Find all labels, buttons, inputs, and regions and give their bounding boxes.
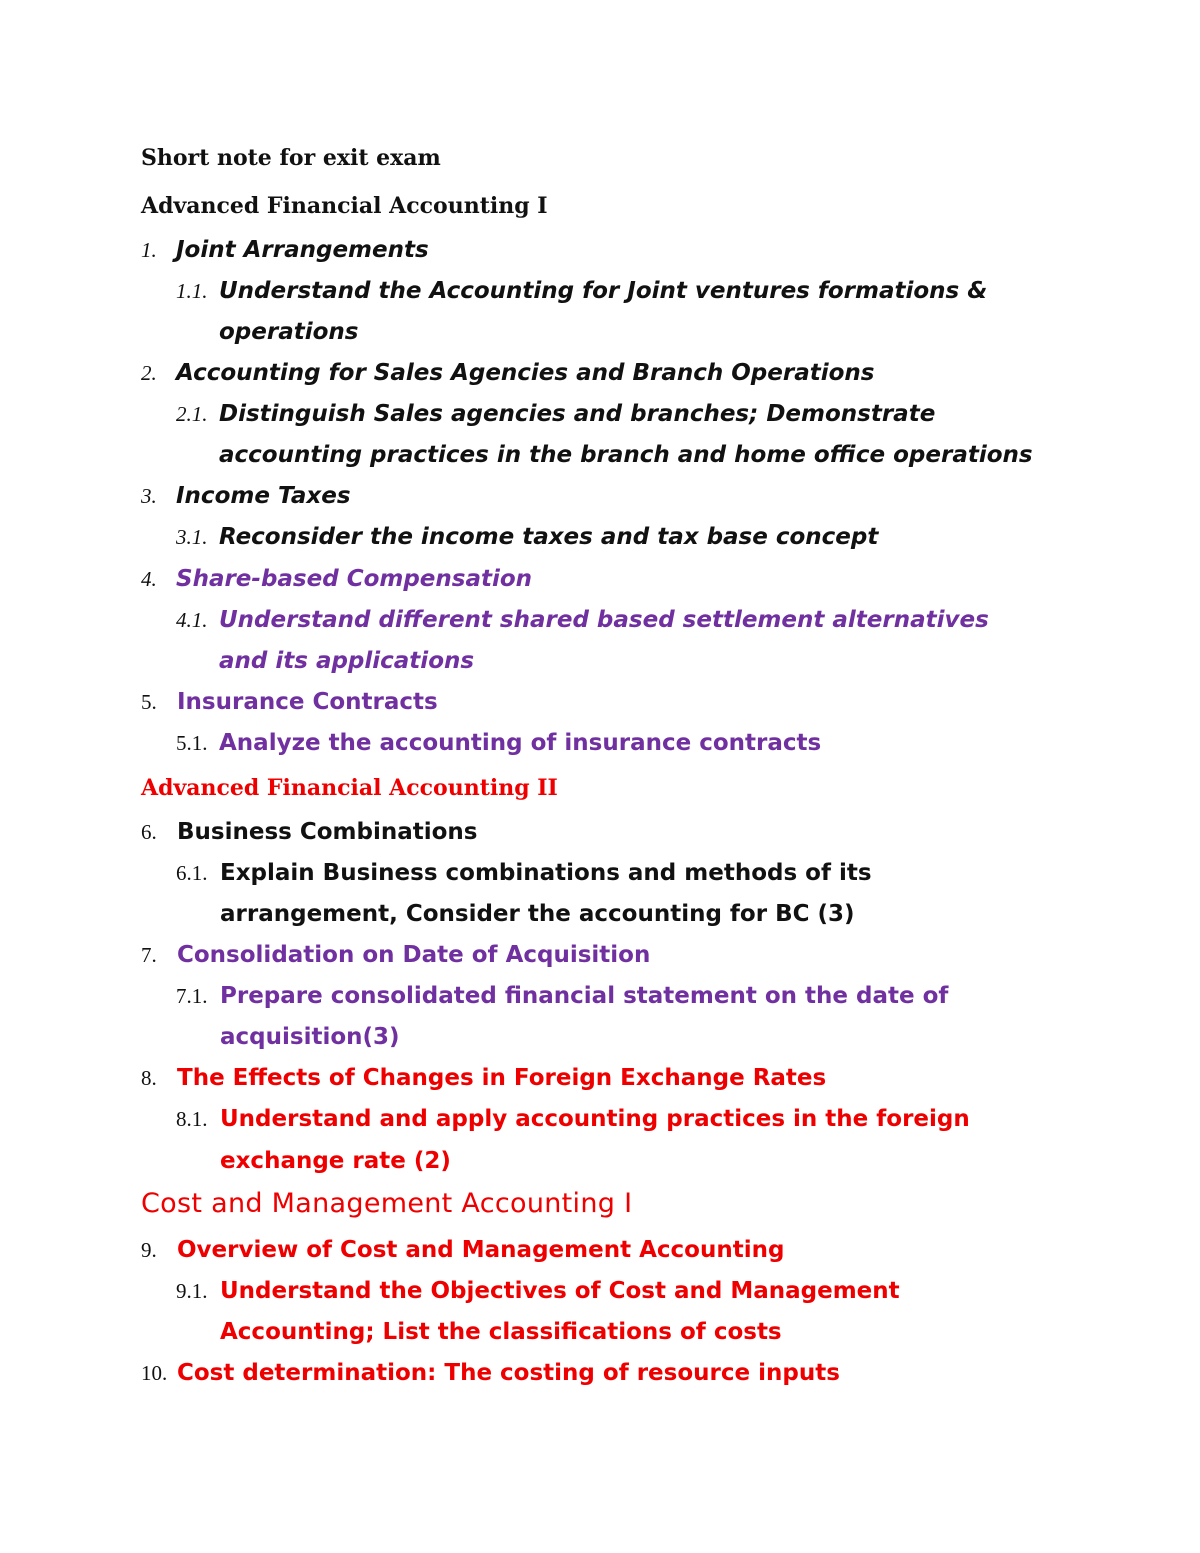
sub-item-text: Understand different shared based settlement alternatives [219, 607, 989, 633]
item-text: Cost determination: The costing of resource inputs [177, 1360, 840, 1386]
document-title: Short note for exit exam [141, 145, 441, 171]
sub-item-number: 8.1. [176, 1107, 208, 1131]
item-text: Share-based Compensation [176, 566, 533, 592]
sub-item-number: 1.1. [176, 279, 208, 303]
item-text: Insurance Contracts [177, 689, 438, 715]
item-number: 4. [141, 567, 157, 591]
section-heading: Cost and Management Accounting I [141, 1188, 633, 1219]
sub-item-text: Distinguish Sales agencies and branches; Demonstrate [219, 401, 936, 427]
item-number: 7. [141, 943, 157, 967]
sub-item-text: accounting practices in the branch and home office operations [219, 442, 1033, 468]
sub-item-text: Understand the Accounting for Joint ventures formations & [219, 278, 988, 304]
sub-item-text: Reconsider the income taxes and tax base concept [219, 524, 879, 550]
sub-item-text: Understand the Objectives of Cost and Management [220, 1278, 900, 1304]
sub-item-text: Explain Business combinations and methods of its [220, 860, 872, 886]
sub-item-number: 2.1. [176, 402, 208, 426]
item-text: Overview of Cost and Management Accounting [177, 1237, 785, 1263]
item-text: Income Taxes [176, 483, 351, 509]
sub-item-number: 4.1. [176, 608, 208, 632]
section-heading: Advanced Financial Accounting II [141, 775, 558, 801]
item-number: 8. [141, 1066, 157, 1090]
sub-item-text: exchange rate (2) [220, 1148, 451, 1174]
item-number: 3. [141, 484, 157, 508]
item-text: Consolidation on Date of Acquisition [177, 942, 651, 968]
item-text: Business Combinations [177, 819, 478, 845]
sub-item-text: operations [219, 319, 359, 345]
sub-item-text: Accounting; List the classifications of costs [220, 1319, 782, 1345]
sub-item-number: 3.1. [176, 525, 208, 549]
sub-item-text: and its applications [219, 648, 475, 674]
sub-item-text: arrangement, Consider the accounting for BC (3) [220, 901, 855, 927]
sub-item-text: acquisition(3) [220, 1024, 400, 1050]
sub-item-number: 5.1. [176, 731, 208, 755]
item-number: 1. [141, 238, 157, 262]
sub-item-text: Prepare consolidated financial statement on the date of [220, 983, 949, 1009]
sub-item-number: 7.1. [176, 984, 208, 1008]
section-heading: Advanced Financial Accounting I [141, 193, 548, 219]
sub-item-text: Analyze the accounting of insurance contracts [219, 730, 822, 756]
sub-item-text: Understand and apply accounting practices in the foreign [220, 1106, 970, 1132]
item-number: 9. [141, 1238, 157, 1262]
item-number: 2. [141, 361, 157, 385]
sub-item-number: 9.1. [176, 1279, 208, 1303]
item-number: 6. [141, 820, 157, 844]
item-number: 5. [141, 690, 157, 714]
item-text: Accounting for Sales Agencies and Branch Operations [176, 360, 875, 386]
item-text: Joint Arrangements [176, 237, 429, 263]
sub-item-number: 6.1. [176, 861, 208, 885]
item-number: 10. [141, 1361, 168, 1385]
item-text: The Effects of Changes in Foreign Exchange Rates [177, 1065, 827, 1091]
